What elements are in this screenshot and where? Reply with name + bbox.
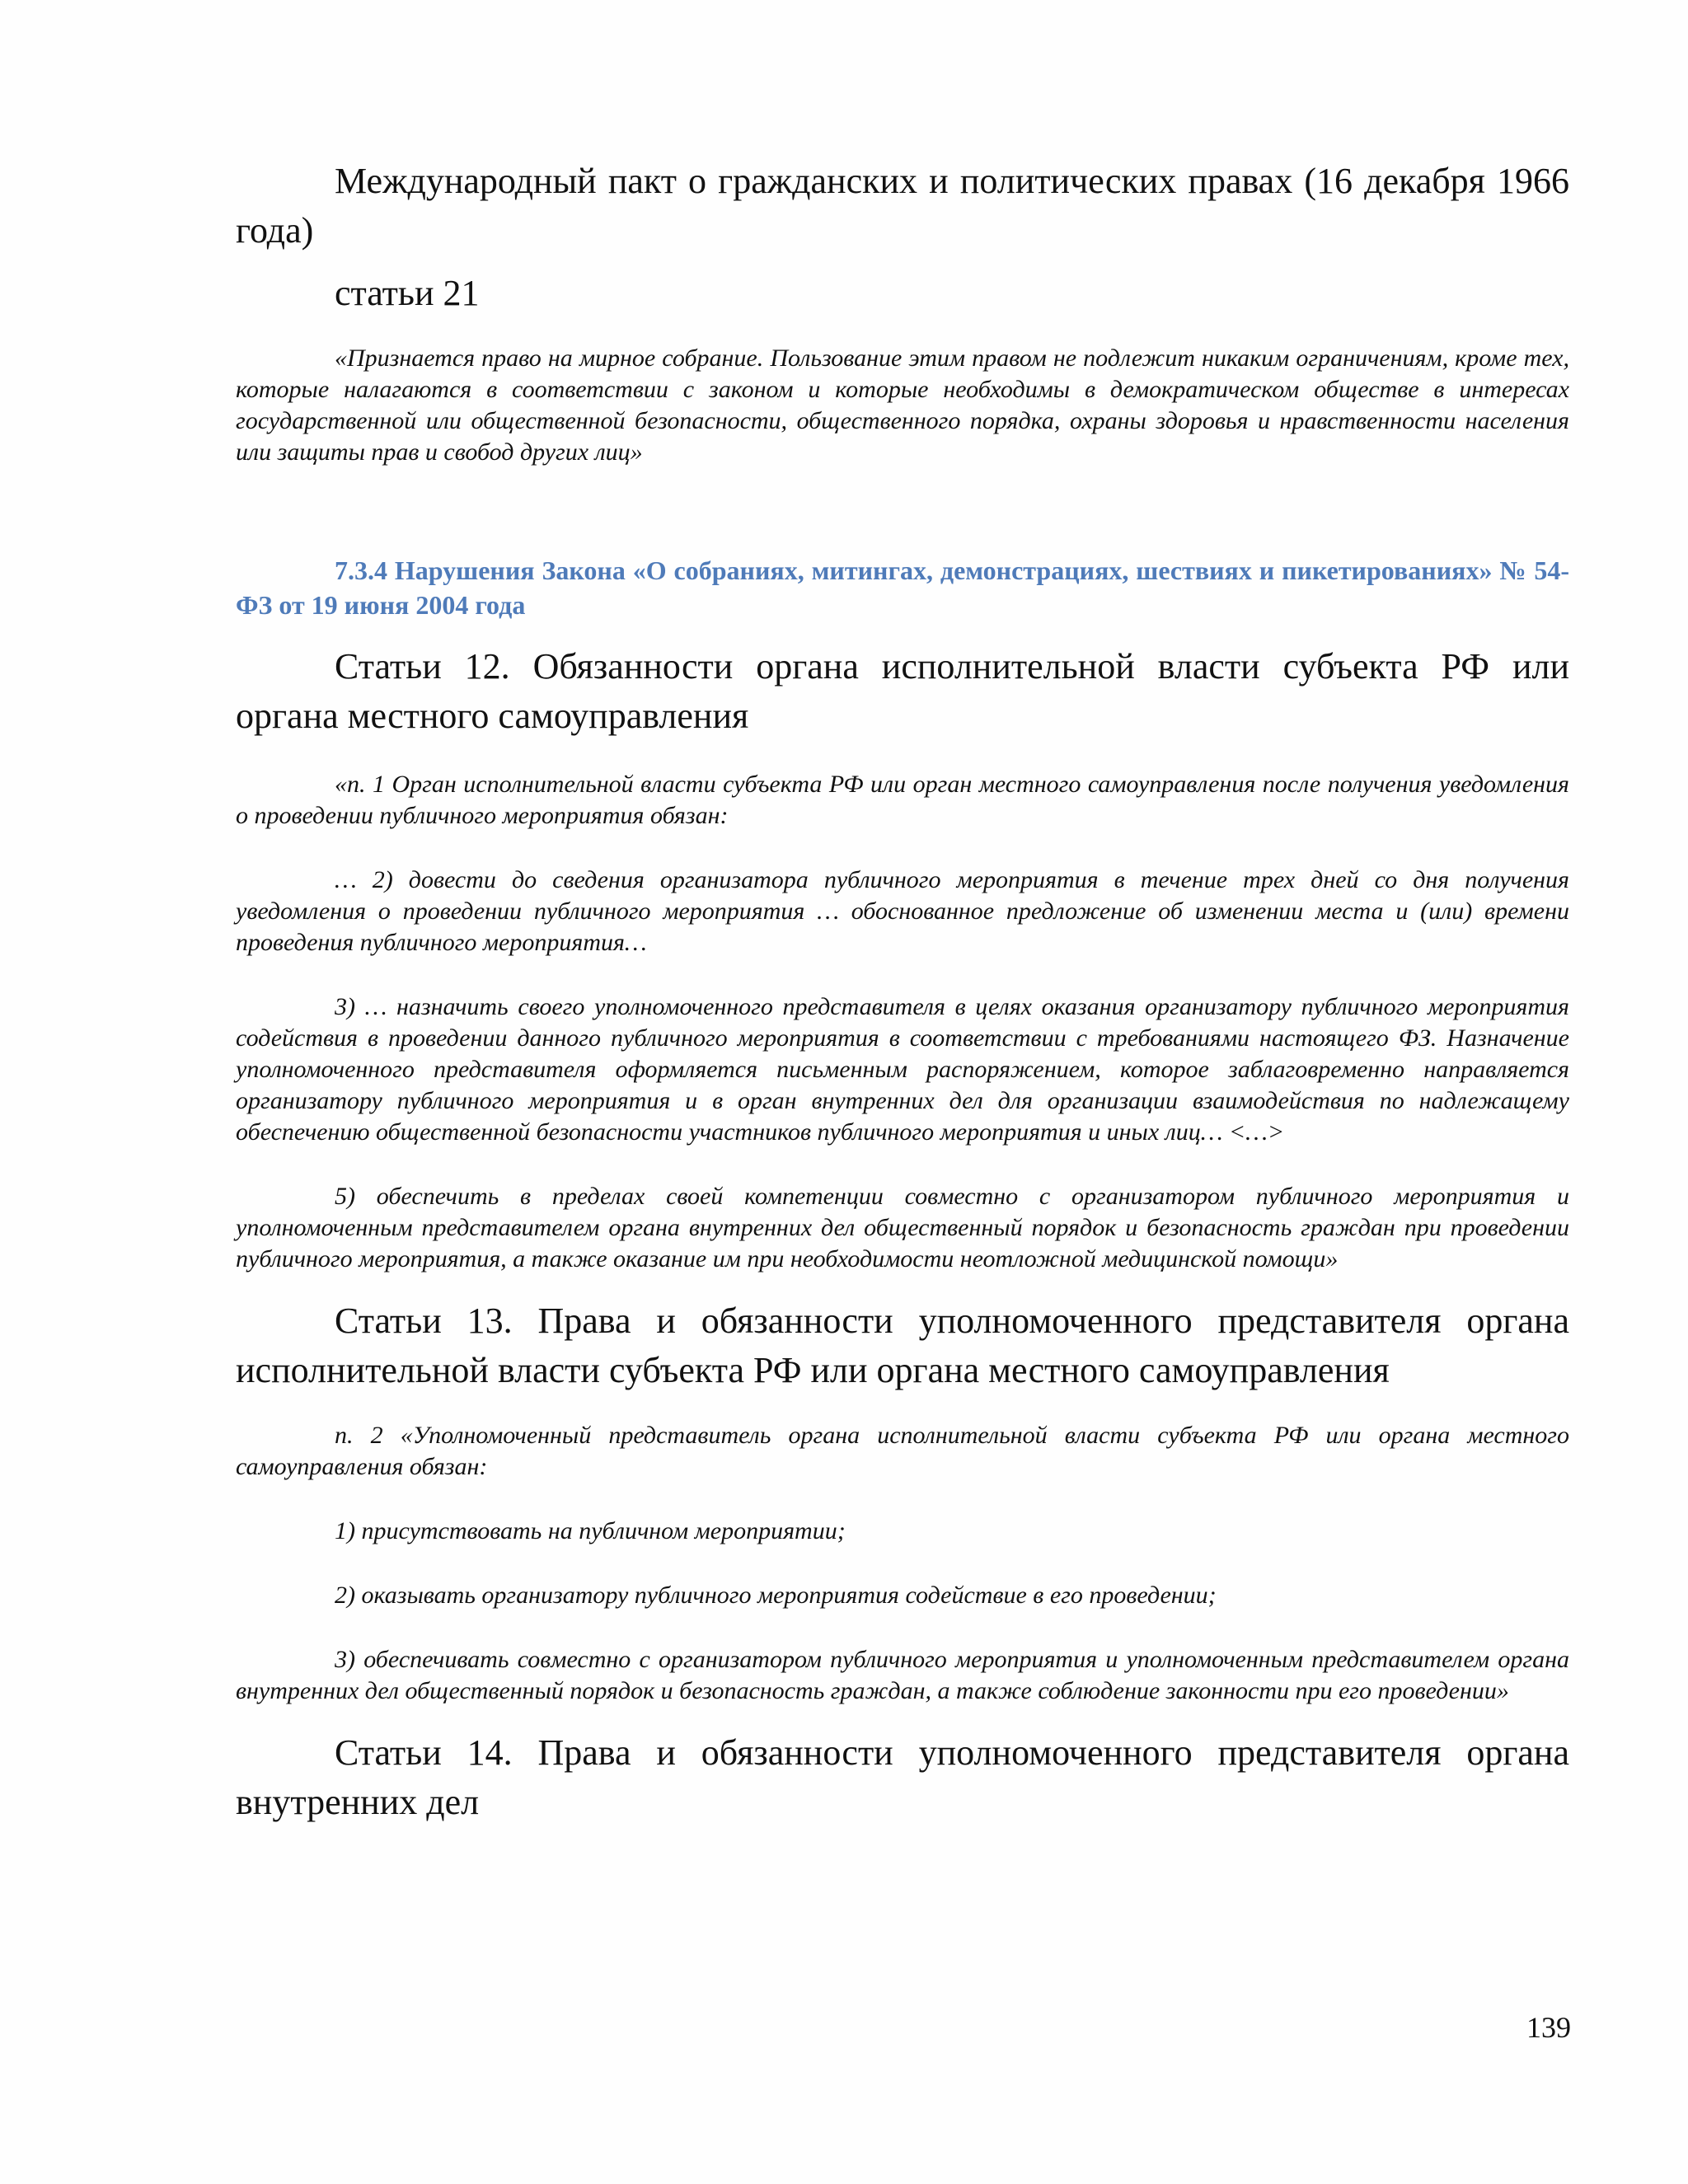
article12-paragraph-3: 3) … назначить своего уполномоченного представителя в целях оказания организатору публичного мероприятия содействия в проведении данного публичного мероприятия в соответствии с требованиями настоящего ФЗ. Назначение уполномоченного представителя оформляется письменным распоряжением, которое заблаговременно направляется организатору публичного мероприятия и в орган внутренних дел для организации взаимодействия по надлежащему обеспечению общественной безопасности участников публичного мероприятия и иных лиц… <…> (236, 993, 1569, 1146)
article13-paragraph-2: 2) оказывать организатору публичного мероприятия содействие в его проведении; (335, 1582, 1217, 1609)
pact-quote: «Признается право на мирное собрание. Пользование этим правом не подлежит никаким ограничениям, кроме тех, которые налагаются в соответствии с законом и которые необходимы в демократическом обществе в интересах государственной или общественной безопасности, общественного порядка, охраны здоровья и нравственности населения или защиты прав и свобод других лиц» (236, 344, 1569, 466)
pact-title: Международный пакт о гражданских и политических правах (16 декабря 1966 года) (236, 161, 1569, 251)
page-content (236, 153, 1569, 1827)
article13-paragraph-1: 1) присутствовать на публичном мероприятии; (335, 1517, 846, 1544)
article13-paragraph-3: 3) обеспечивать совместно с организатором публичного мероприятия и уполномоченным представителем органа внутренних дел общественный порядок и безопасность граждан, а также соблюдение законности при его проведении» (236, 1646, 1569, 1704)
article13-title: Статьи 13. Права и обязанности уполномоченного представителя органа исполнительной власти субъекта РФ или органа местного самоуправления (236, 1301, 1569, 1390)
article14-title: Статьи 14. Права и обязанности уполномоченного представителя органа внутренних дел (236, 1732, 1569, 1822)
article12-title: Статьи 12. Обязанности органа исполнительной власти субъекта РФ или органа местного самоуправления (236, 646, 1569, 736)
article12-paragraph-5: 5) обеспечить в пределах своей компетенции совместно с организатором публичного мероприятия и уполномоченным представителем органа внутренних дел общественный порядок и безопасность граждан при проведении публичного мероприятия, а также оказание им при необходимости неотложной медицинской помощи» (236, 1183, 1569, 1272)
page-number: 139 (1526, 2011, 1571, 2044)
article12-paragraph-1: «п. 1 Орган исполнительной власти субъекта РФ или орган местного самоуправления после получения уведомления о проведении публичного мероприятия обязан: (236, 771, 1569, 829)
section-title: 7.3.4 Нарушения Закона «О собраниях, митингах, демонстрациях, шествиях и пикетированиях» № 54-ФЗ от 19 июня 2004 года (236, 555, 1569, 620)
article12-paragraph-2: … 2) довести до сведения организатора публичного мероприятия в течение трех дней со дня получения уведомления о проведении публичного мероприятия … обоснованное предложение об изменении места и (или) времени проведения публичного мероприятия… (236, 866, 1569, 956)
article13-intro: п. 2 «Уполномоченный представитель органа исполнительной власти субъекта РФ или органа местного самоуправления обязан: (236, 1422, 1569, 1480)
pact-article: статьи 21 (335, 273, 480, 313)
